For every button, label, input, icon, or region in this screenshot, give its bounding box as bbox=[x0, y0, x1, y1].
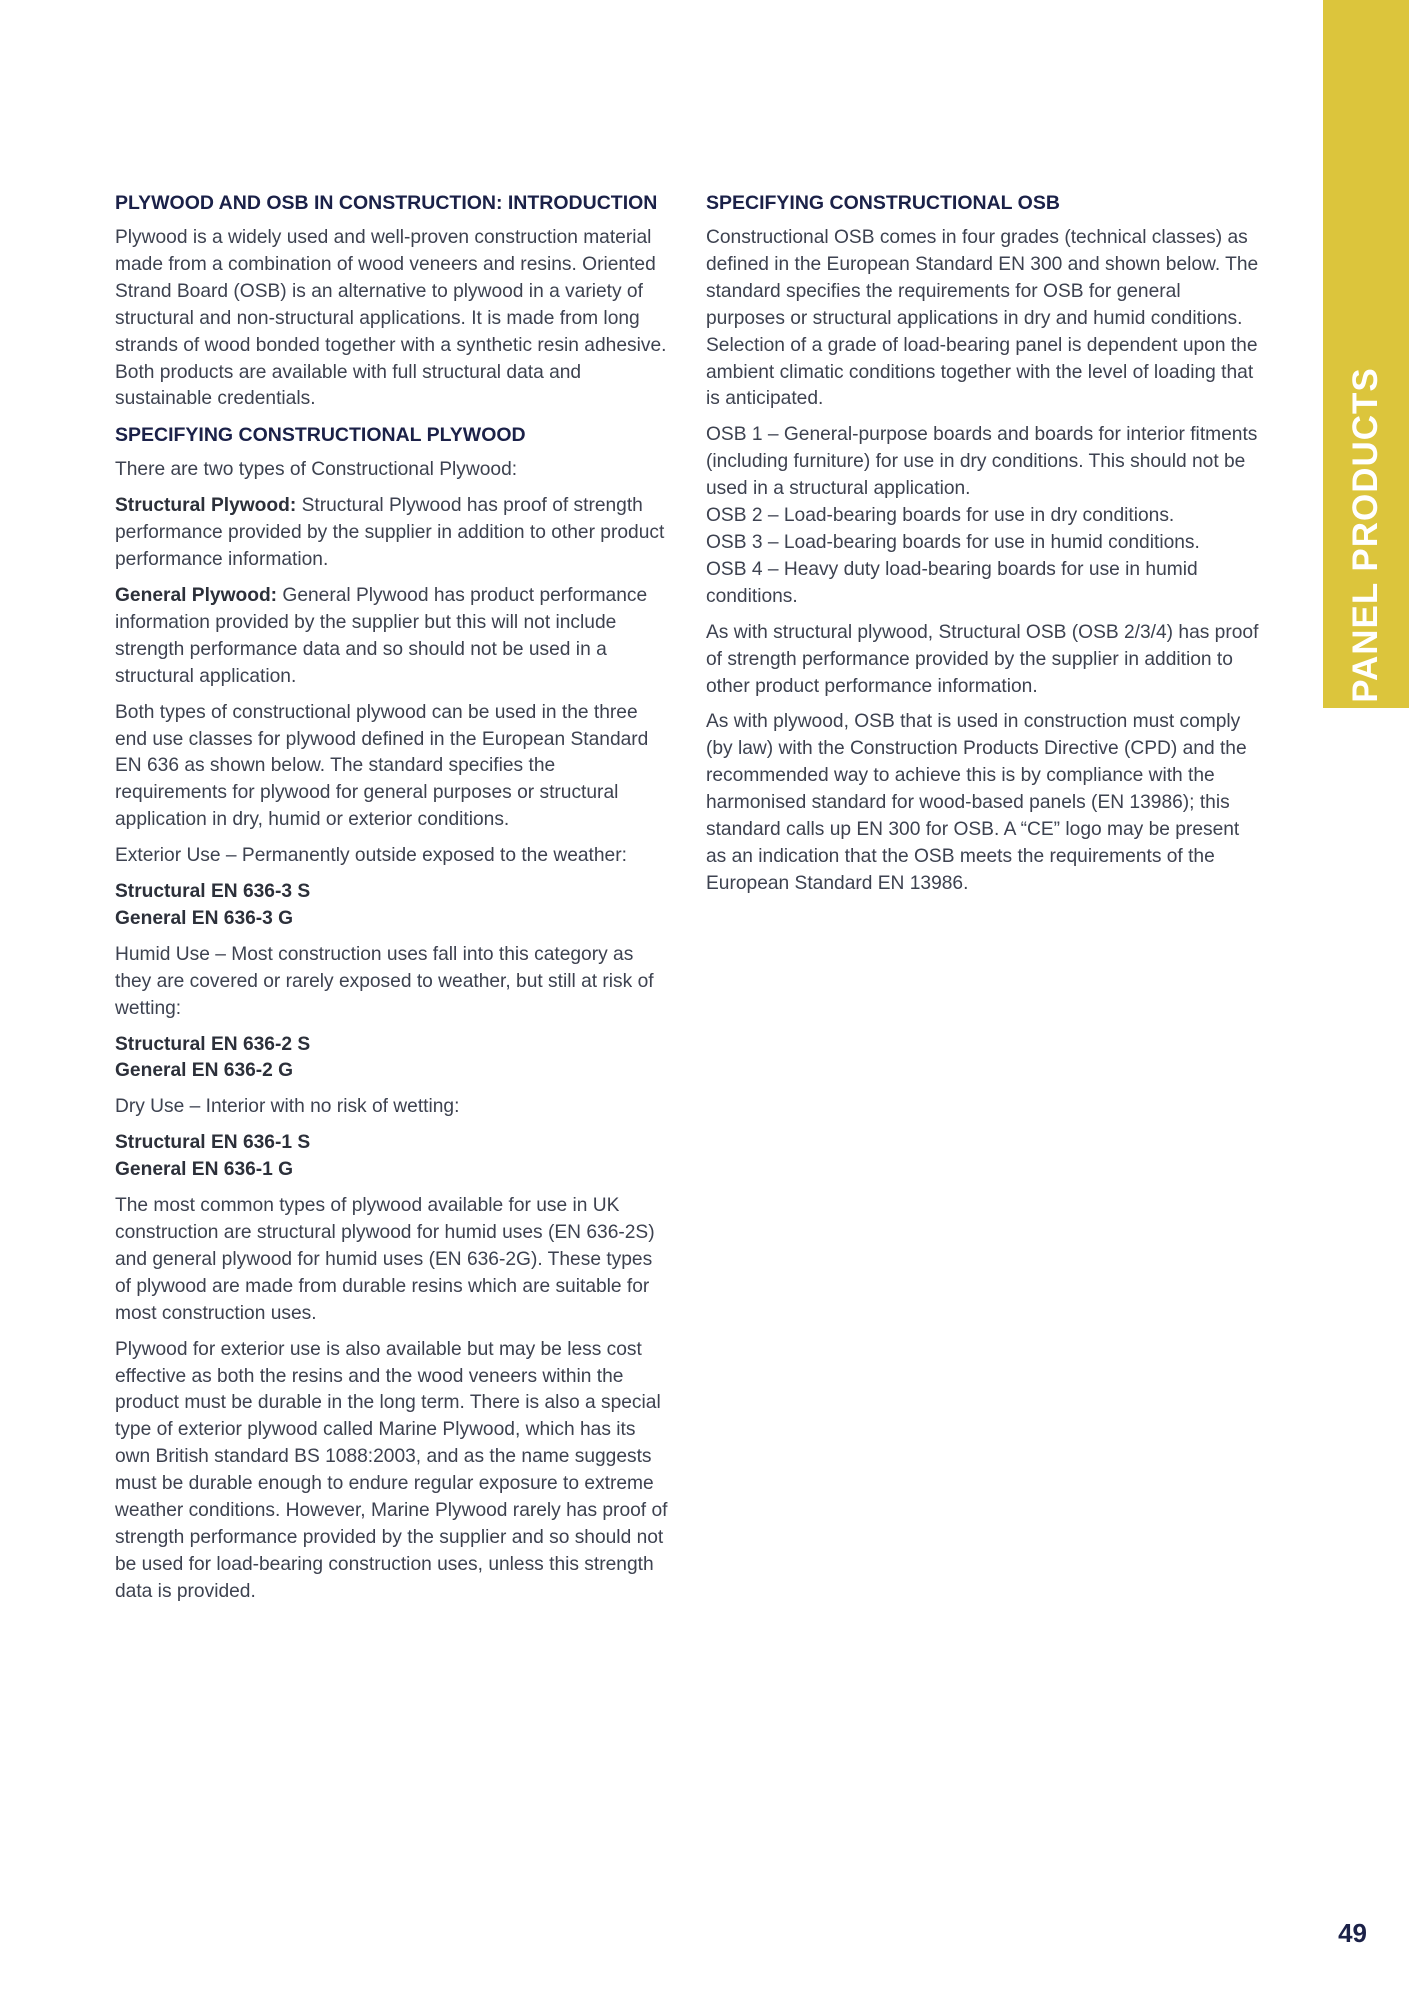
humid-general-grade: General EN 636-2 G bbox=[115, 1060, 294, 1082]
dry-structural-grade: Structural EN 636-1 S bbox=[115, 1132, 311, 1154]
exterior-structural-grade: Structural EN 636-3 S bbox=[115, 881, 311, 903]
intro-paragraph: Plywood is a widely used and well-proven construction material made from a combination of wood veneers and resins. Oriented Strand Board (OSB) is an alternative to plywood in a variety of structural and non-structural applications. It is made from long strands of wood bonded together with a synthetic resin adhesive. Both products are available with full structural data and sustainable credentials. bbox=[115, 227, 667, 410]
intro-heading: PLYWOOD AND OSB IN CONSTRUCTION: INTRODUCTION bbox=[115, 192, 658, 214]
osb-grade-4: OSB 4 – Heavy duty load-bearing boards for use in humid conditions. bbox=[706, 558, 1198, 607]
osb-intro-paragraph: Constructional OSB comes in four grades (technical classes) as defined in the European Standard EN 300 and shown below. The standard specifies the requirements for OSB for general purposes or structural applications in dry and humid conditions. Selection of a grade of load-bearing panel is dependent upon the ambient climatic conditions together with the level of loading that is anticipated. bbox=[706, 227, 1259, 410]
structural-osb-paragraph: As with structural plywood, Structural OSB (OSB 2/3/4) has proof of strength performance provided by the supplier in addition to other product performance information. bbox=[706, 621, 1259, 697]
osb-heading: SPECIFYING CONSTRUCTIONAL OSB bbox=[706, 192, 1060, 214]
osb-grade-1: OSB 1 – General-purpose boards and boards for interior fitments (including furniture) for use in dry conditions. This should not be used in a structural application. bbox=[706, 424, 1258, 500]
osb-grade-2: OSB 2 – Load-bearing boards for use in dry conditions. bbox=[706, 505, 1175, 527]
structural-plywood-paragraph bbox=[115, 493, 670, 574]
left-column bbox=[115, 190, 670, 1615]
dry-general-grade: General EN 636-1 G bbox=[115, 1159, 294, 1181]
exterior-use-text: Exterior Use – Permanently outside exposed to the weather: bbox=[115, 845, 627, 867]
cpd-paragraph: As with plywood, OSB that is used in construction must comply (by law) with the Construction Products Directive (CPD) and the recommended way to achieve this is by compliance with the harmonised standard for wood-based panels (EN 13986); this standard calls up EN 300 for OSB. A “CE” logo may be present as an indication that the OSB meets the requirements of the European Standard EN 13986. bbox=[706, 711, 1247, 894]
side-tab-label: PANEL PRODUCTS bbox=[1346, 367, 1385, 703]
page-number: 49 bbox=[1338, 1918, 1367, 1948]
structural-plywood-lead: Structural Plywood: bbox=[115, 495, 297, 517]
right-column bbox=[706, 190, 1261, 907]
structural-plywood-text: Structural Plywood has proof of strength performance provided by the supplier in addition to other product performance information. bbox=[115, 495, 665, 571]
humid-use-text: Humid Use – Most construction uses fall into this category as they are covered or rarely exposed to weather, but still at risk of wetting: bbox=[115, 943, 654, 1019]
common-types-paragraph: The most common types of plywood available for use in UK construction are structural plywood for humid uses (EN 636-2S) and general plywood for humid uses (EN 636-2G). These types of plywood are made from durable resins which are suitable for most construction uses. bbox=[115, 1195, 655, 1324]
general-plywood-text: General Plywood has product performance information provided by the supplier but this will not include strength performance data and so should not be used in a structural application. bbox=[115, 584, 648, 687]
exterior-plywood-paragraph: Plywood for exterior use is also available but may be less cost effective as both the resins and the wood veneers within the product must be durable in the long term. There is also a special type of exterior plywood called Marine Plywood, which has its own British standard BS 1088:2003, and as the name suggests must be durable enough to endure regular exposure to extreme weather conditions. However, Marine Plywood rarely has proof of strength performance provided by the supplier and so should not be used for load-bearing construction uses, unless this strength data is provided. bbox=[115, 1338, 668, 1602]
dry-use-text: Dry Use – Interior with no risk of wetting: bbox=[115, 1096, 460, 1118]
general-plywood-lead: General Plywood: bbox=[115, 584, 278, 606]
plywood-heading: SPECIFYING CONSTRUCTIONAL PLYWOOD bbox=[115, 424, 526, 447]
general-plywood-paragraph bbox=[115, 583, 670, 691]
plywood-types-intro: There are two types of Constructional Plywood: bbox=[115, 459, 518, 481]
humid-structural-grade: Structural EN 636-2 S bbox=[115, 1033, 311, 1055]
osb-grade-3: OSB 3 – Load-bearing boards for use in humid conditions. bbox=[706, 531, 1200, 553]
use-classes-paragraph: Both types of constructional plywood can be used in the three end use classes for plywood defined in the European Standard EN 636 as shown below. The standard specifies the requirements for plywood for general purposes or structural application in dry, humid or exterior conditions. bbox=[115, 701, 649, 831]
exterior-general-grade: General EN 636-3 G bbox=[115, 907, 294, 929]
